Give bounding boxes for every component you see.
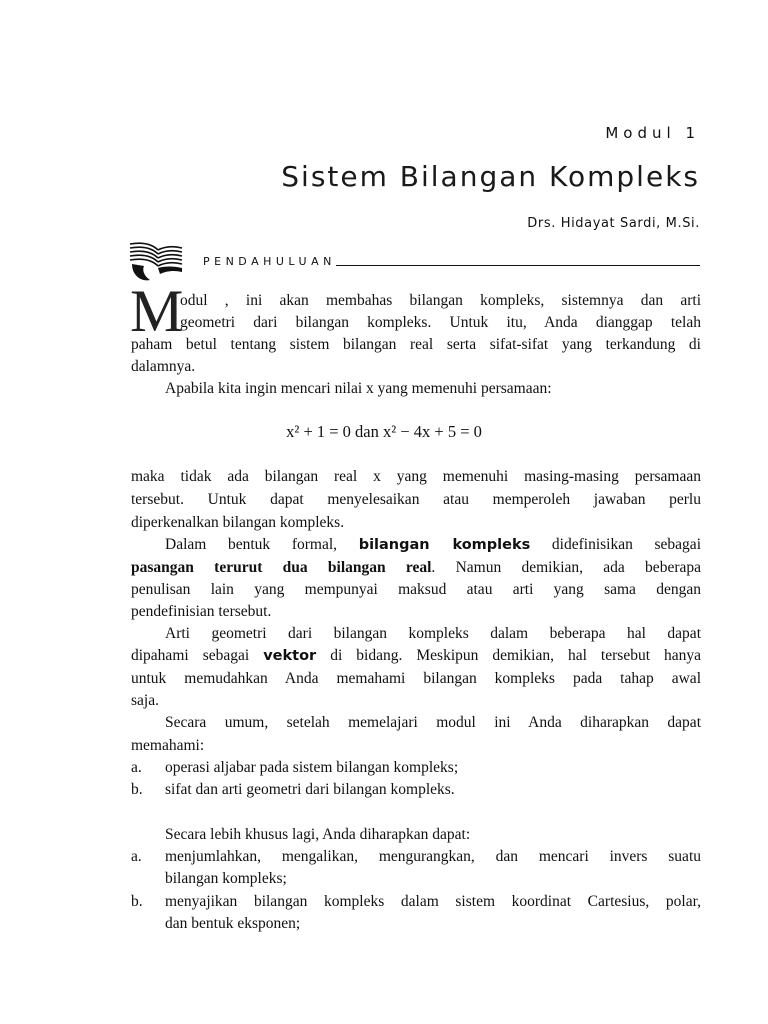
p4-line-3: penulisan lain yang mempunyai maksud atau arti yang sama dengan bbox=[131, 581, 701, 598]
module-title: Sistem Bilangan Kompleks bbox=[281, 160, 700, 193]
p5-line-1: Arti geometri dari bilangan kompleks dalam beberapa hal dapat bbox=[165, 625, 701, 642]
p5-line-2 bbox=[131, 645, 701, 668]
section-rule bbox=[336, 265, 700, 266]
p5-text: dipahami sebagai bbox=[131, 647, 250, 664]
p6-line-1: Secara umum, setelah memelajari modul ini Anda diharapkan dapat bbox=[165, 714, 701, 731]
drop-cap: M bbox=[130, 278, 184, 344]
intro-line-2: geometri dari bilangan kompleks. Untuk itu, Anda dianggap telah bbox=[180, 314, 701, 331]
p4-text: . Namun demikian, ada beberapa bbox=[431, 559, 701, 576]
list-letter: b. bbox=[131, 893, 143, 910]
term-bilangan-kompleks: bilangan kompleks bbox=[358, 537, 531, 553]
list-text: menjumlahkan, mengalikan, mengurangkan, dan mencari invers suatu bbox=[165, 848, 701, 865]
intro-line-4: dalamnya. bbox=[131, 358, 196, 375]
section-label: PENDAHULUAN bbox=[203, 255, 336, 268]
term-vektor: vektor bbox=[263, 648, 317, 664]
author-name: Drs. Hidayat Sardi, M.Si. bbox=[527, 216, 700, 231]
p4-line-2 bbox=[131, 557, 701, 580]
equation-text: x² + 1 = 0 dan x² − 4x + 5 = 0 bbox=[286, 422, 482, 441]
p4-text: didefinisikan sebagai bbox=[551, 536, 701, 553]
section-heading bbox=[203, 255, 700, 268]
paragraph-equation-intro: Apabila kita ingin mencari nilai x yang memenuhi persamaan: bbox=[165, 380, 552, 397]
intro-line-1: odul , ini akan membahas bilangan kompleks, sistemnya dan arti bbox=[180, 292, 701, 309]
p5-text: di bidang. Meskipun demikian, hal tersebut hanya bbox=[330, 647, 702, 664]
list-letter: a. bbox=[131, 759, 142, 776]
list-text: dan bentuk eksponen; bbox=[165, 915, 301, 932]
p3-line-1: maka tidak ada bilangan real x yang memenuhi masing-masing persamaan bbox=[131, 468, 701, 485]
term-pasangan-terurut: pasangan terurut dua bilangan real bbox=[131, 559, 432, 576]
p7-line-1: Secara lebih khusus lagi, Anda diharapkan dapat: bbox=[165, 826, 471, 843]
p4-text: Dalam bentuk formal, bbox=[165, 536, 338, 553]
list-text: menyajikan bilangan kompleks dalam sistem koordinat Cartesius, polar, bbox=[165, 893, 701, 910]
p4-line-1 bbox=[131, 534, 701, 557]
p6-line-2: memahami: bbox=[131, 737, 205, 754]
equation bbox=[0, 422, 768, 442]
list-letter: a. bbox=[131, 848, 142, 865]
intro-line-3: paham betul tentang sistem bilangan real serta sifat-sifat yang terkandung di bbox=[131, 336, 701, 353]
p5-line-4: saja. bbox=[131, 692, 159, 709]
p5-line-3: untuk memudahkan Anda memahami bilangan kompleks pada tahap awal bbox=[131, 670, 701, 687]
list-text: operasi aljabar pada sistem bilangan kompleks; bbox=[165, 759, 459, 776]
p3-line-2: tersebut. Untuk dapat menyelesaikan atau memperoleh jawaban perlu bbox=[131, 491, 701, 508]
module-label: Modul 1 bbox=[605, 124, 700, 142]
list-text: bilangan kompleks; bbox=[165, 870, 287, 887]
list-text: sifat dan arti geometri dari bilangan kompleks. bbox=[165, 781, 455, 798]
list-letter: b. bbox=[131, 781, 143, 798]
p4-line-4: pendefinisian tersebut. bbox=[131, 603, 272, 620]
p3-line-3: diperkenalkan bilangan kompleks. bbox=[131, 514, 345, 531]
